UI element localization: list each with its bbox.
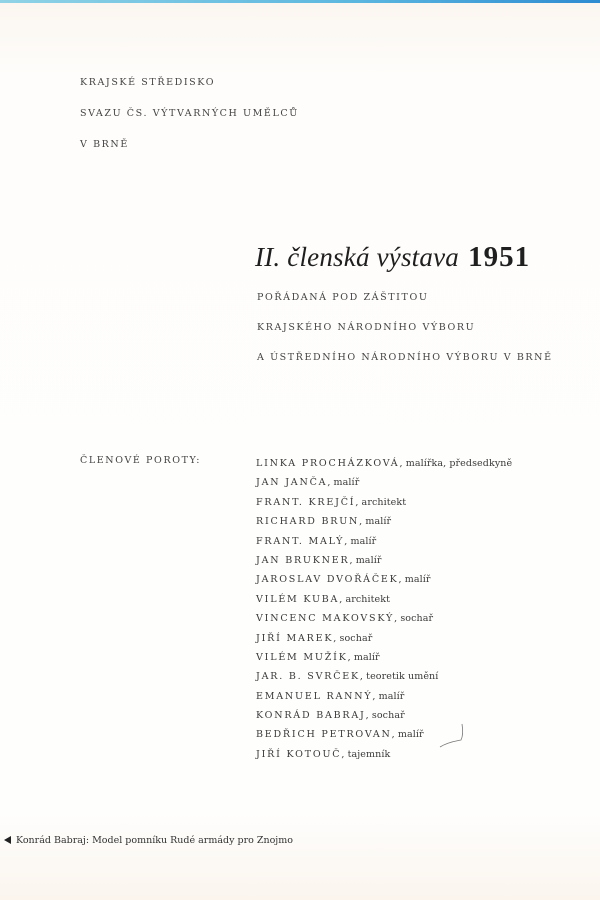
member-role: , sochař [365,710,405,722]
member-role: , malíř [327,477,360,489]
member-role: , architekt [355,496,407,508]
header-line-1: KRAJSKÉ STŘEDISKO [80,77,216,88]
jury-member [256,626,512,645]
member-role: , malíř [349,554,382,566]
member-name: VILÉM KUBA [256,593,340,605]
member-role: , teoretik umění [359,671,439,683]
jury-member [256,645,512,664]
header-line-3: V BRNĚ [80,139,129,150]
member-name: VILÉM MUŽÍK [256,651,348,663]
member-name: KONRÁD BABRAJ [256,710,366,722]
member-role: , malířka, předsedkyně [399,458,513,469]
member-name: JIŘÍ KOTOUČ [256,748,342,760]
member-role: , architekt [339,593,391,605]
member-role: , malíř [372,690,405,702]
jury-member [256,451,512,470]
jury-member [256,664,512,683]
title-year: 1951 [468,241,531,273]
member-role: , malíř [347,651,380,663]
member-role: , sochař [394,613,434,625]
jury-member [256,722,512,741]
page-title [255,241,530,274]
member-name: RICHARD BRUN [256,516,360,528]
header-line-2: SVAZU ČS. VÝTVARNÝCH UMĚLCŮ [80,108,299,119]
jury-member [256,587,512,606]
member-role: , malíř [359,516,392,528]
member-role: , sochař [333,632,373,644]
member-name: JAR. B. SVRČEK [256,671,360,683]
jury-member [256,548,512,567]
member-name: FRANT. MALÝ [256,535,345,547]
member-name: JIŘÍ MAREK [256,632,334,644]
member-role: , malíř [391,729,424,741]
figure-caption [4,835,293,846]
title-text: II. členská výstava [255,242,459,272]
jury-member [256,529,512,548]
pencil-mark-icon [436,722,470,752]
jury-member [256,742,512,761]
subtitle-line-1: POŘÁDANÁ POD ZÁŠTITOU [257,292,429,303]
jury-member [256,684,512,703]
jury-label: ČLENOVÉ POROTY: [80,455,202,466]
member-role: , malíř [344,535,377,547]
member-name: VINCENC MAKOVSKÝ [256,613,395,625]
caption-text: Konrád Babraj: Model pomníku Rudé armády pro Znojmo [16,835,293,846]
jury-member [256,470,512,489]
member-name: FRANT. KREJČÍ [256,496,356,508]
jury-member [256,490,512,509]
left-pointing-triangle-icon [4,836,11,844]
member-name: JAN BRUKNER [256,554,350,566]
member-name: LINKA PROCHÁZKOVÁ [256,458,400,469]
subtitle-line-2: KRAJSKÉHO NÁRODNÍHO VÝBORU [257,322,476,333]
jury-list [256,451,512,761]
jury-member [256,606,512,625]
member-name: EMANUEL RANNÝ [256,690,373,702]
member-name: JAROSLAV DVOŘÁČEK [256,574,399,586]
member-role: , tajemník [341,748,391,760]
member-name: BEDŘICH PETROVAN [256,729,392,741]
member-role: , malíř [398,574,431,586]
member-name: JAN JANČA [256,477,328,489]
jury-member [256,567,512,586]
subtitle-line-3: A ÚSTŘEDNÍHO NÁRODNÍHO VÝBORU V BRNĚ [257,352,553,363]
jury-member [256,703,512,722]
jury-member [256,509,512,528]
